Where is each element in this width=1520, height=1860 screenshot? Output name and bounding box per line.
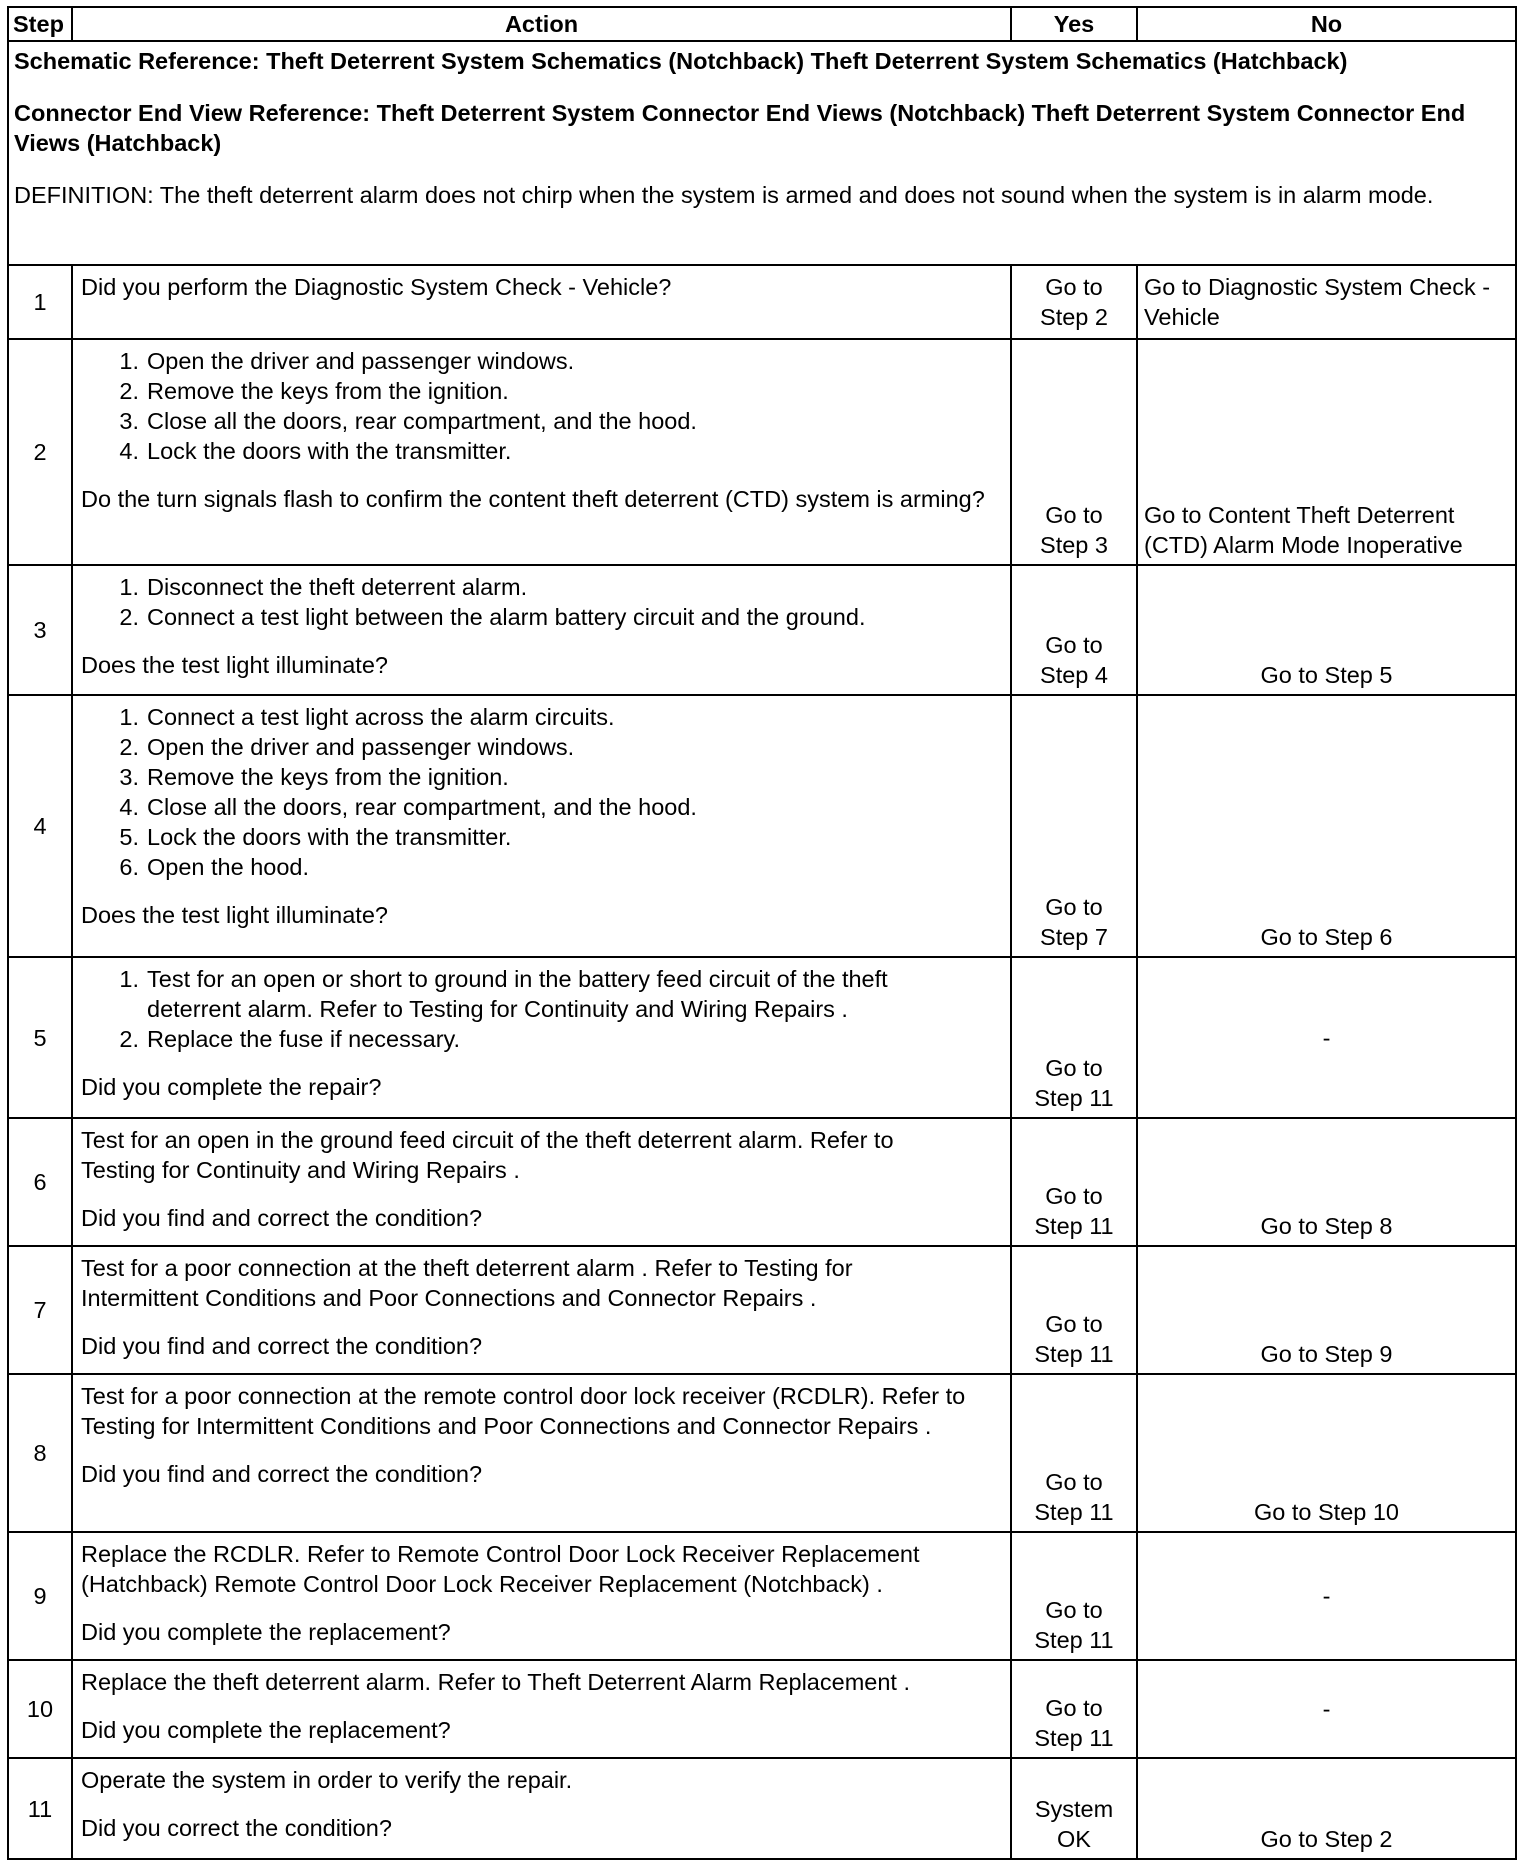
table-row (8, 1758, 1516, 1859)
yes-line-2: Step 11 (1034, 1341, 1114, 1367)
yes-line-1: Go to (1045, 1469, 1103, 1495)
table-row (8, 565, 1516, 695)
list-item: 3. Remove the keys from the ignition. (119, 764, 509, 790)
no-cell: - (1137, 957, 1516, 1118)
action-text: Did you perform the Diagnostic System Check - Vehicle? (81, 274, 672, 300)
list-item: 4. Lock the doors with the transmitter. (119, 438, 512, 464)
header-action: Action (72, 7, 1011, 41)
list-item: 2. Replace the fuse if necessary. (119, 1026, 461, 1052)
action-question: Did you correct the condition? (81, 1815, 392, 1841)
step-number: 5 (8, 957, 72, 1118)
yes-cell (1011, 1246, 1137, 1374)
list-item: 2. Open the driver and passenger windows. (119, 734, 575, 760)
list-item: 5. Lock the doors with the transmitter. (119, 824, 512, 850)
action-question: Did you find and correct the condition? (81, 1461, 483, 1487)
action-cell (72, 1758, 1011, 1859)
header-no: No (1137, 7, 1516, 41)
yes-cell (1011, 1118, 1137, 1246)
action-cell (72, 1660, 1011, 1758)
no-cell: Go to Step 10 (1137, 1374, 1516, 1532)
list-item: 1. Open the driver and passenger windows. (119, 348, 575, 374)
yes-line-1: Go to (1045, 502, 1103, 528)
step-number: 6 (8, 1118, 72, 1246)
table-row (8, 1374, 1516, 1532)
action-text: Test for an open in the ground feed circuit of the theft deterrent alarm. Refer to Testing for Continuity and Wiring Repairs . (81, 1127, 894, 1183)
yes-line-1: Go to (1045, 894, 1103, 920)
definition-text: DEFINITION: The theft deterrent alarm does not chirp when the system is armed and does not sound when the system is in alarm mode. (14, 182, 1434, 208)
step-number: 3 (8, 565, 72, 695)
table-row (8, 957, 1516, 1118)
action-cell (72, 957, 1011, 1118)
list-item: 1. Connect a test light across the alarm circuits. (119, 704, 615, 730)
action-text: Operate the system in order to verify the repair. (81, 1767, 573, 1793)
yes-line-2: Step 11 (1034, 1213, 1114, 1239)
intro-cell (8, 41, 1516, 265)
action-question: Did you find and correct the condition? (81, 1205, 483, 1231)
yes-cell (1011, 1532, 1137, 1660)
action-text: Test for a poor connection at the theft deterrent alarm . Refer to Testing for Intermittent Conditions and Poor Connections and Connector Repairs . (81, 1255, 853, 1311)
table-row (8, 265, 1516, 339)
yes-line-1: Go to (1045, 1311, 1103, 1337)
step-number: 4 (8, 695, 72, 957)
yes-line-1: Go to (1045, 1183, 1103, 1209)
action-cell (72, 1532, 1011, 1660)
schematic-reference: Schematic Reference: Theft Deterrent System Schematics (Notchback) Theft Deterrent System Schematics (Hatchback) (14, 48, 1348, 74)
step-number: 11 (8, 1758, 72, 1859)
yes-cell (1011, 1660, 1137, 1758)
table-row (8, 1118, 1516, 1246)
yes-line-2: Step 11 (1034, 1085, 1114, 1111)
yes-line-2: Step 7 (1040, 924, 1108, 950)
yes-line-1: Go to (1045, 632, 1103, 658)
action-list (81, 572, 1004, 632)
diagnostic-table (7, 6, 1517, 1860)
yes-line-2: Step 11 (1034, 1499, 1114, 1525)
step-number: 10 (8, 1660, 72, 1758)
list-item: 1. Disconnect the theft deterrent alarm. (119, 574, 528, 600)
no-cell: Go to Step 6 (1137, 695, 1516, 957)
table-row (8, 1246, 1516, 1374)
no-cell: - (1137, 1660, 1516, 1758)
yes-line-2: Step 3 (1040, 532, 1108, 558)
no-cell: - (1137, 1532, 1516, 1660)
no-cell: Go to Diagnostic System Check - Vehicle (1137, 265, 1516, 339)
list-item: 4. Close all the doors, rear compartment, and the hood. (119, 794, 697, 820)
no-cell: Go to Step 2 (1137, 1758, 1516, 1859)
intro-row (8, 41, 1516, 265)
yes-line-2: Step 11 (1034, 1725, 1114, 1751)
header-row (8, 7, 1516, 41)
list-item: 2. Remove the keys from the ignition. (119, 378, 509, 404)
yes-line-1: Go to (1045, 1597, 1103, 1623)
action-cell (72, 1118, 1011, 1246)
action-cell (72, 565, 1011, 695)
header-step: Step (8, 7, 72, 41)
yes-line-2: Step 2 (1040, 304, 1108, 330)
action-question: Did you complete the replacement? (81, 1717, 451, 1743)
action-question: Does the test light illuminate? (81, 902, 388, 928)
yes-cell (1011, 1374, 1137, 1532)
list-item: 6. Open the hood. (119, 854, 310, 880)
step-number: 1 (8, 265, 72, 339)
connector-end-view-reference: Connector End View Reference: Theft Deterrent System Connector End Views (Notchback) Theft Deterrent System Connector End Views (Hatchback) (14, 100, 1466, 156)
list-item: 2. Connect a test light between the alarm battery circuit and the ground. (119, 604, 866, 630)
action-question: Do the turn signals flash to confirm the content theft deterrent (CTD) system is arming? (81, 486, 985, 512)
action-cell (72, 695, 1011, 957)
list-item: 3. Close all the doors, rear compartment, and the hood. (119, 408, 697, 434)
action-question: Did you complete the repair? (81, 1074, 382, 1100)
yes-line-1: Go to (1045, 274, 1103, 300)
table-row (8, 1532, 1516, 1660)
header-yes: Yes (1011, 7, 1137, 41)
yes-cell (1011, 695, 1137, 957)
no-cell: Go to Step 9 (1137, 1246, 1516, 1374)
table-row (8, 695, 1516, 957)
yes-cell (1011, 339, 1137, 565)
list-item: 1. Test for an open or short to ground in the battery feed circuit of the theft deterrent alarm. Refer to Testing for Continuity and Wiring Repairs . (119, 966, 888, 1022)
step-number: 2 (8, 339, 72, 565)
yes-line-2: Step 4 (1040, 662, 1108, 688)
action-list (81, 346, 1004, 466)
no-cell: Go to Step 8 (1137, 1118, 1516, 1246)
yes-line-1: System (1034, 1796, 1114, 1822)
no-cell: Go to Step 5 (1137, 565, 1516, 695)
yes-cell (1011, 565, 1137, 695)
action-list (81, 964, 1004, 1054)
table-row (8, 1660, 1516, 1758)
action-text: Test for a poor connection at the remote control door lock receiver (RCDLR). Refer to Testing for Intermittent Conditions and Poor Connections and Connector Repairs . (81, 1383, 966, 1439)
action-text: Replace the theft deterrent alarm. Refer to Theft Deterrent Alarm Replacement . (81, 1669, 910, 1695)
action-question: Did you complete the replacement? (81, 1619, 451, 1645)
yes-cell (1011, 265, 1137, 339)
action-cell (72, 265, 1011, 339)
action-question: Does the test light illuminate? (81, 652, 388, 678)
yes-line-1: Go to (1045, 1055, 1103, 1081)
yes-cell (1011, 1758, 1137, 1859)
action-list (81, 702, 1004, 882)
step-number: 7 (8, 1246, 72, 1374)
yes-line-2: OK (1057, 1826, 1091, 1852)
yes-line-2: Step 11 (1034, 1627, 1114, 1653)
action-cell (72, 339, 1011, 565)
step-number: 8 (8, 1374, 72, 1532)
table-row (8, 339, 1516, 565)
action-text: Replace the RCDLR. Refer to Remote Control Door Lock Receiver Replacement (Hatchback) Remote Control Door Lock Receiver Replacement (Notchback) . (81, 1541, 920, 1597)
no-cell: Go to Content Theft Deterrent (CTD) Alarm Mode Inoperative (1137, 339, 1516, 565)
step-number: 9 (8, 1532, 72, 1660)
action-question: Did you find and correct the condition? (81, 1333, 483, 1359)
yes-cell (1011, 957, 1137, 1118)
action-cell (72, 1246, 1011, 1374)
yes-line-1: Go to (1045, 1695, 1103, 1721)
action-cell (72, 1374, 1011, 1532)
